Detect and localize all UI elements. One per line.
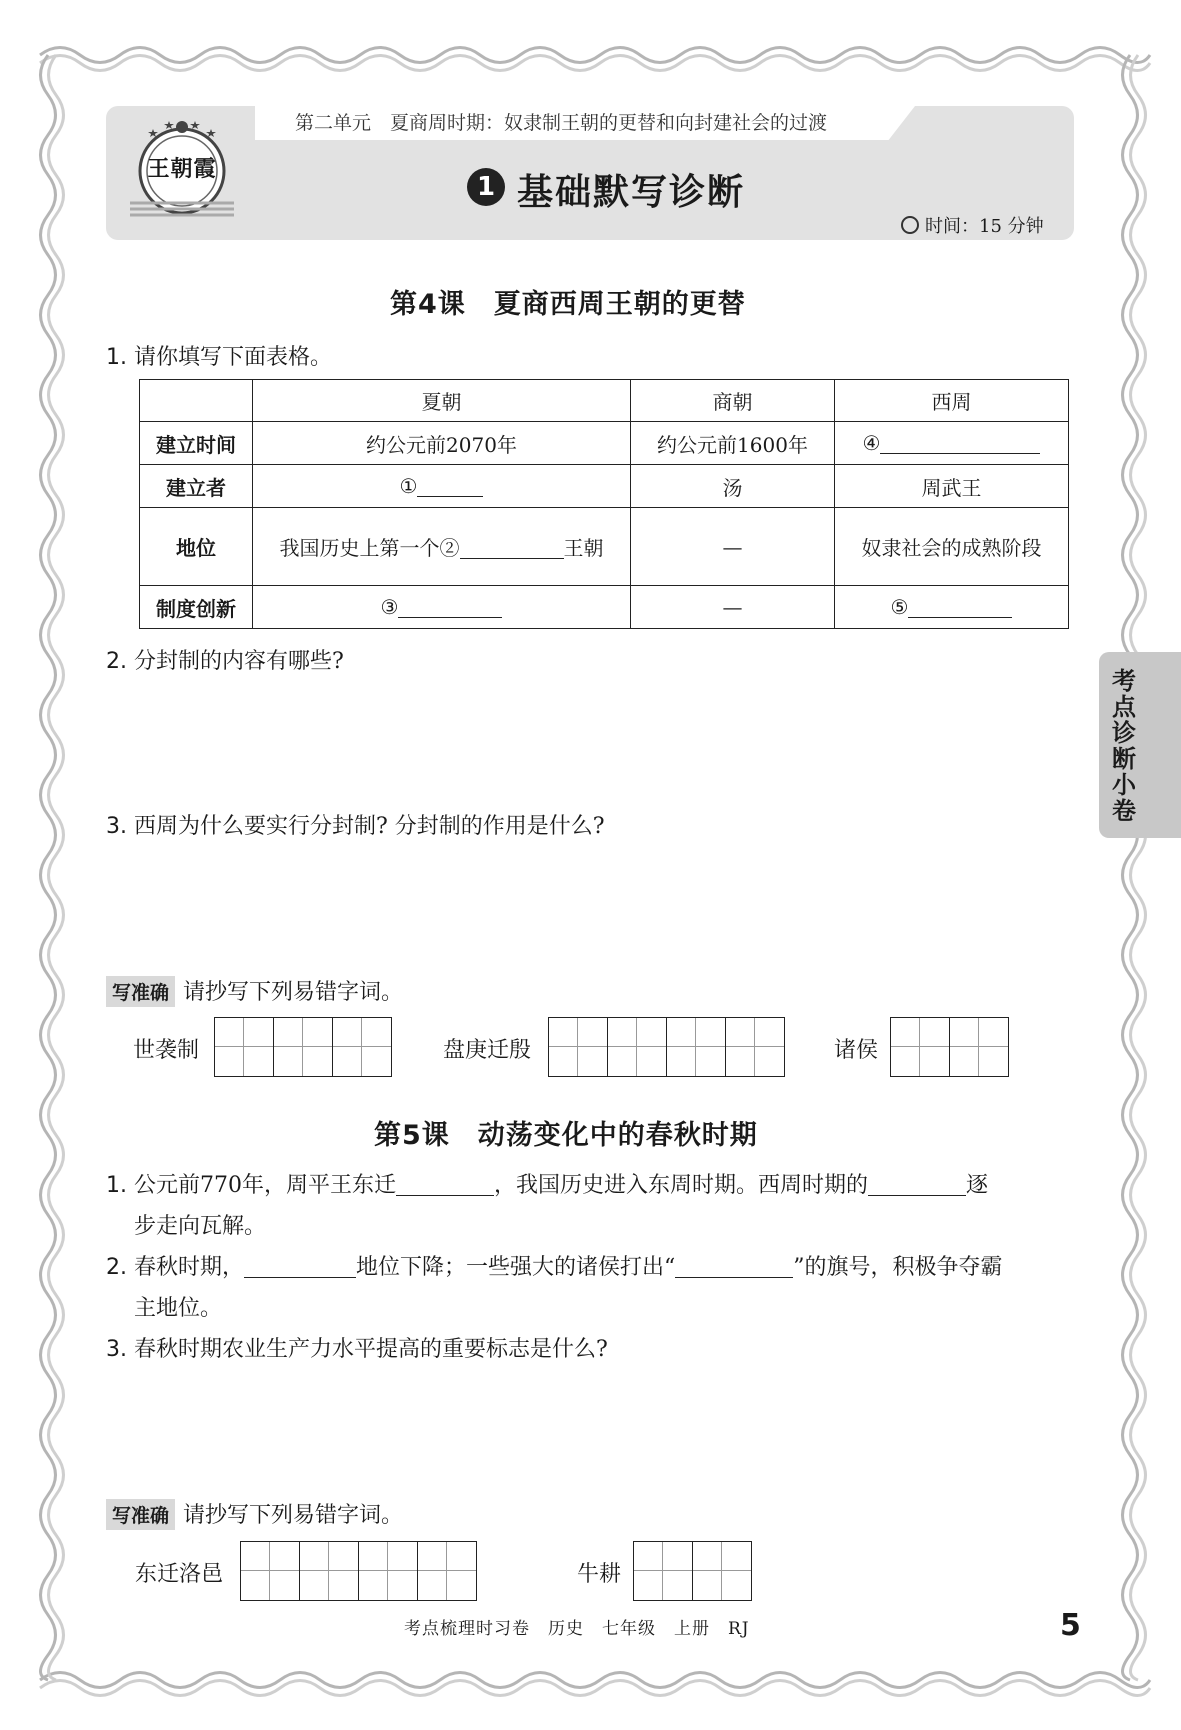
copy-word: 世袭制 xyxy=(133,1038,200,1063)
table-cell: 约公元前2070年 xyxy=(253,422,631,465)
blank-marker: ③ xyxy=(380,595,399,619)
grid-cell[interactable] xyxy=(215,1018,274,1076)
table-header-cell: 夏朝 xyxy=(253,380,631,422)
lesson5-copy-instruction xyxy=(106,1498,403,1530)
table-cell xyxy=(253,508,631,586)
lesson4-question1 xyxy=(106,340,332,371)
grid-cell[interactable] xyxy=(634,1542,693,1600)
answer-area-q3[interactable] xyxy=(130,846,1070,956)
copy-tag: 写准确 xyxy=(106,1499,175,1530)
question-number: 2. xyxy=(106,1255,127,1280)
grid-cell[interactable] xyxy=(300,1542,359,1600)
answer-blank[interactable] xyxy=(396,1173,494,1196)
copy-tag: 写准确 xyxy=(106,976,175,1007)
table-header-row xyxy=(140,380,1069,422)
answer-blank-5[interactable] xyxy=(908,595,1012,618)
question-text: 西周为什么要实行分封制? 分封制的作用是什么? xyxy=(134,814,605,839)
table-row xyxy=(140,422,1069,465)
page-title: 基础默写诊断 xyxy=(517,172,746,213)
side-tab-label: 考点诊断小卷 xyxy=(1112,667,1136,825)
question-text: 逐 xyxy=(966,1173,989,1198)
lesson5-question1 xyxy=(106,1168,988,1199)
grid-cell[interactable] xyxy=(608,1018,667,1076)
lesson4-question2 xyxy=(106,644,344,675)
lesson5-question3 xyxy=(106,1332,608,1363)
question-text: 地位下降；一些强大的诸侯打出“ xyxy=(356,1255,676,1280)
grid-cell[interactable] xyxy=(418,1542,476,1600)
answer-area-q3-lesson5[interactable] xyxy=(130,1370,1070,1490)
copy-word: 诸侯 xyxy=(834,1038,879,1063)
row-label: 建立时间 xyxy=(140,422,253,465)
footer-text: 考点梳理时习卷 历史 七年级 上册 RJ xyxy=(404,1619,750,1639)
clock-icon xyxy=(901,216,919,234)
copy-text: 请抄写下列易错字词。 xyxy=(183,980,404,1005)
table-cell xyxy=(835,586,1069,629)
question-text: ，我国历史进入东周时期。西周时期的 xyxy=(494,1173,869,1198)
question-text: 分封制的内容有哪些? xyxy=(134,649,344,674)
time-limit xyxy=(901,212,1044,238)
section-number-badge: 1 xyxy=(467,168,505,206)
table-cell xyxy=(253,586,631,629)
writing-grid[interactable] xyxy=(890,1017,1009,1077)
grid-cell[interactable] xyxy=(891,1018,950,1076)
cell-text: 我国历史上第一个② xyxy=(279,536,460,560)
writing-grid[interactable] xyxy=(548,1017,785,1077)
answer-blank-2[interactable] xyxy=(460,536,564,559)
question-number: 3. xyxy=(106,814,127,839)
grid-cell[interactable] xyxy=(693,1542,751,1600)
answer-area-q2[interactable] xyxy=(130,680,1070,790)
question-text: 春秋时期农业生产力水平提高的重要标志是什么? xyxy=(134,1337,608,1362)
question-number: 3. xyxy=(106,1337,127,1362)
unit-line: 第二单元 夏商周时期：奴隶制王朝的更替和向封建社会的过渡 xyxy=(295,112,828,134)
question-text: 公元前770年，周平王东迁 xyxy=(134,1173,396,1198)
answer-blank-1[interactable] xyxy=(417,474,483,497)
question-number: 1. xyxy=(106,345,127,370)
table-cell xyxy=(835,422,1069,465)
lesson4-copy-instruction xyxy=(106,975,403,1007)
answer-blank-4[interactable] xyxy=(880,431,1040,454)
grid-cell[interactable] xyxy=(274,1018,333,1076)
question-number: 1. xyxy=(106,1173,127,1198)
question-text: 春秋时期， xyxy=(134,1255,245,1280)
grid-cell[interactable] xyxy=(549,1018,608,1076)
grid-cell[interactable] xyxy=(333,1018,391,1076)
copy-word: 牛耕 xyxy=(577,1562,622,1587)
grid-cell[interactable] xyxy=(950,1018,1008,1076)
cell-text: 王朝 xyxy=(563,536,604,560)
grid-cell[interactable] xyxy=(241,1542,300,1600)
table-header-cell xyxy=(140,380,253,422)
copy-text: 请抄写下列易错字词。 xyxy=(183,1503,404,1528)
answer-blank-3[interactable] xyxy=(398,595,502,618)
writing-grid[interactable] xyxy=(240,1541,477,1601)
copy-word: 盘庚迁殷 xyxy=(443,1038,532,1063)
lesson4-title: 第4课 夏商西周王朝的更替 xyxy=(390,289,746,320)
question-continuation: 主地位。 xyxy=(134,1296,223,1321)
table-cell: 约公元前1600年 xyxy=(631,422,835,465)
logo-lettering: 王朝霞 xyxy=(147,156,217,182)
table-cell: — xyxy=(631,508,835,586)
row-label: 建立者 xyxy=(140,465,253,508)
copy-word: 东迁洛邑 xyxy=(135,1562,224,1587)
answer-blank[interactable] xyxy=(868,1173,966,1196)
question-continuation: 步走向瓦解。 xyxy=(134,1214,267,1239)
grid-cell[interactable] xyxy=(667,1018,726,1076)
row-label: 地位 xyxy=(140,508,253,586)
grid-cell[interactable] xyxy=(726,1018,784,1076)
question-text: ”的旗号，积极争夺霸 xyxy=(793,1255,1003,1280)
blank-marker: ① xyxy=(399,474,418,498)
page-number: 5 xyxy=(1060,1608,1081,1643)
table-cell: — xyxy=(631,586,835,629)
table-cell: 汤 xyxy=(631,465,835,508)
grid-cell[interactable] xyxy=(359,1542,418,1600)
lesson4-question3 xyxy=(106,809,605,840)
time-label: 时间：15 分钟 xyxy=(925,216,1044,237)
dynasty-table xyxy=(139,379,1069,629)
table-header-cell: 西周 xyxy=(835,380,1069,422)
answer-blank[interactable] xyxy=(244,1255,356,1278)
table-cell: 周武王 xyxy=(835,465,1069,508)
writing-grid[interactable] xyxy=(633,1541,752,1601)
row-label: 制度创新 xyxy=(140,586,253,629)
question-number: 2. xyxy=(106,649,127,674)
table-header-cell: 商朝 xyxy=(631,380,835,422)
blank-marker: ④ xyxy=(862,431,881,455)
blank-marker: ⑤ xyxy=(890,595,909,619)
writing-grid[interactable] xyxy=(214,1017,392,1077)
table-row xyxy=(140,465,1069,508)
answer-blank[interactable] xyxy=(675,1255,793,1278)
lesson5-title: 第5课 动荡变化中的春秋时期 xyxy=(374,1120,758,1151)
table-row xyxy=(140,508,1069,586)
table-cell: 奴隶社会的成熟阶段 xyxy=(835,508,1069,586)
table-row xyxy=(140,586,1069,629)
lesson5-question2 xyxy=(106,1250,1003,1281)
table-cell xyxy=(253,465,631,508)
question-text: 请你填写下面表格。 xyxy=(134,345,333,370)
